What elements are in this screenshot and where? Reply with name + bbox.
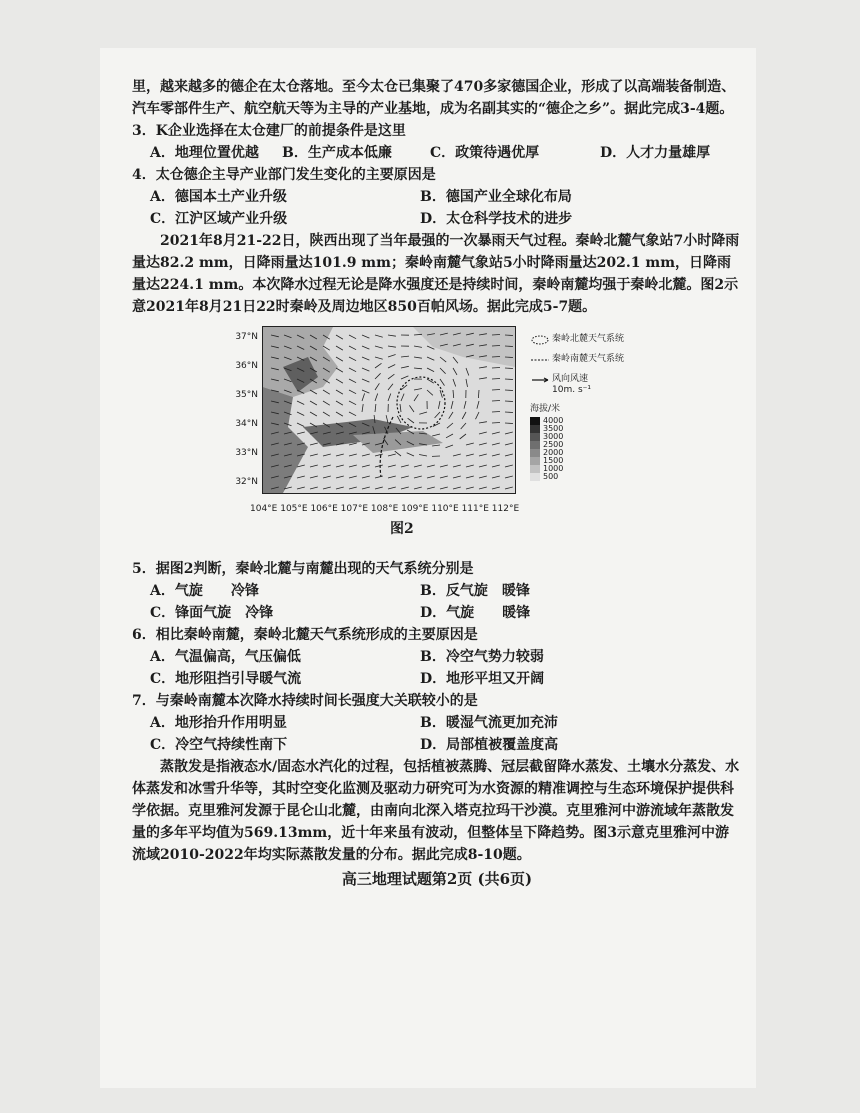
wind-arrow bbox=[492, 357, 500, 358]
question-4-options bbox=[132, 186, 742, 230]
question-6-options bbox=[132, 646, 742, 690]
legend-wind-label: 风向风速 bbox=[552, 374, 589, 384]
wind-arrow bbox=[505, 346, 513, 347]
q5-option-d: D．气旋 暖锋 bbox=[420, 605, 531, 621]
wind-arrow bbox=[492, 390, 500, 391]
q3-option-b: B．生产成本低廉 bbox=[282, 145, 392, 161]
wind-arrow bbox=[505, 423, 513, 424]
figure-2 bbox=[132, 322, 742, 558]
wind-arrow bbox=[492, 423, 500, 424]
q4-option-c: C．江沪区域产业升级 bbox=[150, 211, 288, 227]
elev-value: 500 bbox=[543, 472, 559, 481]
lat-label: 34°N bbox=[235, 419, 258, 429]
elev-value: 2500 bbox=[543, 440, 564, 449]
q4-option-a: A．德国本土产业升级 bbox=[150, 189, 287, 205]
lat-label: 37°N bbox=[235, 332, 258, 342]
dotted-line-icon bbox=[530, 354, 552, 368]
wind-arrow bbox=[505, 412, 513, 413]
wind-field-map bbox=[262, 326, 516, 494]
q5-option-b: B．反气旋 暖锋 bbox=[420, 583, 530, 599]
legend-wind-unit: 10m. s⁻¹ bbox=[552, 385, 591, 395]
wind-arrow bbox=[492, 335, 500, 336]
latitude-labels bbox=[222, 322, 260, 498]
elevation-color-bar bbox=[530, 417, 540, 481]
figure-caption: 图2 bbox=[390, 521, 414, 537]
passage-1-continued: 里，越来越多的德企在太仓落地。至今太仓已集聚了470多家德国企业，形成了以高端装备制造、汽车零部件生产、航空航天等为主导的产业基地，成为名副其实的“德企之乡”。据此完成3-4题。 bbox=[132, 79, 736, 117]
lat-label: 32°N bbox=[235, 477, 258, 487]
wind-arrow bbox=[505, 379, 513, 380]
q3-option-c: C．政策待遇优厚 bbox=[430, 145, 540, 161]
elev-value: 2000 bbox=[543, 448, 564, 457]
wind-arrow bbox=[492, 401, 500, 402]
q4-option-b: B．德国产业全球化布局 bbox=[420, 189, 572, 205]
elev-value: 1000 bbox=[543, 464, 564, 473]
question-3-stem: 3．K企业选择在太仓建厂的前提条件是这里 bbox=[132, 123, 406, 139]
elev-value: 3500 bbox=[543, 424, 564, 433]
dotted-ellipse-icon bbox=[530, 334, 552, 348]
passage-3: 蒸散发是指液态水/固态水汽化的过程，包括植被蒸腾、冠层截留降水蒸发、土壤水分蒸发、水体蒸发和冰雪升华等，其时空变化监测及驱动力研究可为水资源的精准调控与生态环境保护提供科学依据。克里雅河发源于昆仑山北麓，由南向北深入塔克拉玛干沙漠。克里雅河中游流域年蒸散发量的多年平均值为569.13mm，近十年来虽有波动，但整体呈下降趋势。图3示意克里雅河中游流域2010-2022年均实际蒸散发量的分布。据此完成8-10题。 bbox=[132, 759, 740, 863]
lat-label: 35°N bbox=[235, 390, 258, 400]
longitude-labels: 104°E 105°E 106°E 107°E 108°E 109°E 110°E 111°E 112°E bbox=[250, 504, 520, 514]
wind-arrow-icon bbox=[530, 374, 552, 388]
wind-arrow bbox=[505, 401, 513, 402]
question-5-stem: 5．据图2判断，秦岭北麓与南麓出现的天气系统分别是 bbox=[132, 561, 474, 577]
q7-option-c: C．冷空气持续性南下 bbox=[150, 737, 288, 753]
legend-north-label: 秦岭北麓天气系统 bbox=[552, 334, 625, 344]
question-3-options bbox=[132, 142, 742, 164]
q7-option-b: B．暖湿气流更加充沛 bbox=[420, 715, 558, 731]
elev-value: 1500 bbox=[543, 456, 564, 465]
q6-option-c: C．地形阻挡引导暖气流 bbox=[150, 671, 302, 687]
q7-option-a: A．地形抬升作用明显 bbox=[150, 715, 287, 731]
q7-option-d: D．局部植被覆盖度高 bbox=[420, 737, 559, 753]
wind-arrow bbox=[505, 335, 513, 336]
wind-arrow bbox=[505, 390, 513, 391]
elevation-values bbox=[543, 417, 563, 481]
question-4-stem: 4．太仓德企主导产业部门发生变化的主要原因是 bbox=[132, 167, 436, 183]
wind-arrow bbox=[492, 346, 500, 347]
elevation-title: 海拔/米 bbox=[530, 404, 561, 414]
legend-north-system bbox=[530, 334, 640, 348]
q3-option-a: A．地理位置优越 bbox=[150, 145, 259, 161]
map-legend bbox=[530, 334, 640, 481]
q6-option-a: A．气温偏高，气压偏低 bbox=[150, 649, 301, 665]
q5-option-c: C．锋面气旋 冷锋 bbox=[150, 605, 274, 621]
q4-option-d: D．太仓科学技术的进步 bbox=[420, 211, 573, 227]
elev-value: 4000 bbox=[543, 416, 564, 425]
passage-2: 2021年8月21-22日，陕西出现了当年最强的一次暴雨天气过程。秦岭北麓气象站7小时降雨量达82.2 mm，日降雨量达101.9 mm；秦岭南麓气象站5小时降雨量达202.1 mm，日降雨量达224.1 mm。本次降水过程无论是降水强度还是持续时间，秦岭南麓均强于秦岭北麓。图2示意2021年8月21日22时秦岭及周边地区850百帕风场。据此完成5-7题。 bbox=[132, 233, 740, 315]
wind-arrow bbox=[492, 368, 500, 369]
legend-south-system bbox=[530, 354, 640, 368]
q5-option-a: A．气旋 冷锋 bbox=[150, 583, 259, 599]
legend-wind bbox=[530, 374, 640, 396]
legend-south-label: 秦岭南麓天气系统 bbox=[552, 354, 625, 364]
wind-field-map-svg bbox=[263, 327, 515, 493]
page-content bbox=[132, 76, 742, 890]
question-7-stem: 7．与秦岭南麓本次降水持续时间长强度大关联较小的是 bbox=[132, 693, 478, 709]
q6-option-b: B．冷空气势力较弱 bbox=[420, 649, 544, 665]
question-5-options bbox=[132, 580, 742, 624]
elev-value: 3000 bbox=[543, 432, 564, 441]
elevation-scale bbox=[530, 417, 640, 481]
question-6-stem: 6．相比秦岭南麓，秦岭北麓天气系统形成的主要原因是 bbox=[132, 627, 478, 643]
question-7-options bbox=[132, 712, 742, 756]
wind-arrow bbox=[505, 368, 513, 369]
lat-label: 36°N bbox=[235, 361, 258, 371]
wind-arrow bbox=[492, 379, 500, 380]
wind-arrow bbox=[505, 357, 513, 358]
q6-option-d: D．地形平坦又开阔 bbox=[420, 671, 545, 687]
page-footer: 高三地理试题第2页 (共6页) bbox=[341, 870, 533, 888]
wind-arrow bbox=[492, 412, 500, 413]
lat-label: 33°N bbox=[235, 448, 258, 458]
q3-option-d: D．人才力量雄厚 bbox=[600, 145, 711, 161]
